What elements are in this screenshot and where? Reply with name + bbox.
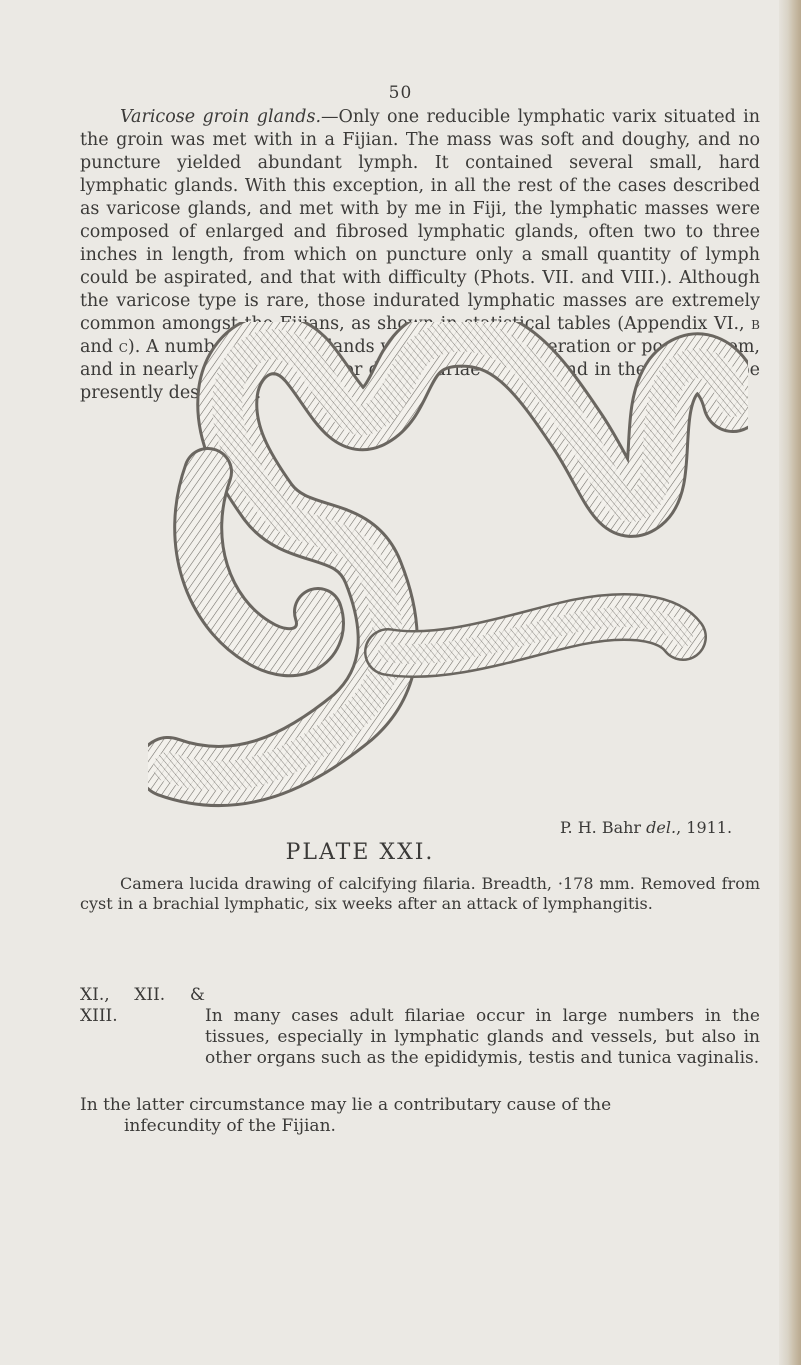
paragraph-text-b: and [80, 337, 113, 357]
credit-year: , 1911. [676, 818, 733, 837]
paragraph3-line1: In the latter circumstance may lie a contributary cause of the [80, 1095, 612, 1115]
paragraph-latter-circumstance [80, 1095, 760, 1137]
plate-title: PLATE XXI. [285, 840, 435, 865]
paragraph3-line2: infecundity of the Fijian. [124, 1116, 336, 1136]
paragraph-text-a: —Only one reducible lymphatic varix situated in the groin was met with in a Fijian. The mass was soft and doughy, and no puncture yielded abundant lymph. It contained several small, hard lymphatic glands. With this exception, in all the rest of the cases described as varicose glands, and met with by me in Fiji, the lymphatic masses were composed of enlarged and fibrosed lymphatic glands, often two to three inches in length, from which on puncture only a small quantity of lymph could be aspirated, and that with difficulty (Phots. VII. and VIII.). Although the varicose type is rare, those indurated lymphatic masses are extremely common amongst the Fijians, as shown in statistical tables (Appendix VI., [80, 107, 760, 334]
section-refs: XI., XII. & XIII. [80, 985, 205, 1026]
paragraph-adult-filariae [80, 985, 760, 1069]
paragraph2-text: In many cases adult filariae occur in large numbers in the tissues, especially in lymphatic glands and vessels, but also in other organs such as the epididymis, testis and tunica vaginalis. [205, 1006, 760, 1068]
paragraph-text-c: ). A number of these glands were excised at operation or post-mortem, and in nearly every case live or dead filariae were found in them, as will be presently described. [80, 337, 760, 403]
filaria-drawing [148, 322, 748, 812]
page-number: 50 [388, 83, 413, 103]
paragraph-lead-italic: Varicose groin glands. [120, 107, 322, 127]
illustration-credit [560, 818, 732, 837]
appendix-b: b [751, 314, 760, 334]
credit-del: del. [646, 818, 677, 837]
plate-caption: Camera lucida drawing of calcifying filaria. Breadth, ·178 mm. Removed from cyst in a brachial lymphatic, six weeks after an attack of lymphangitis. [80, 874, 760, 913]
page-edge-shadow [779, 0, 801, 1365]
credit-name: P. H. Bahr [560, 818, 642, 837]
appendix-c: c [118, 337, 128, 357]
